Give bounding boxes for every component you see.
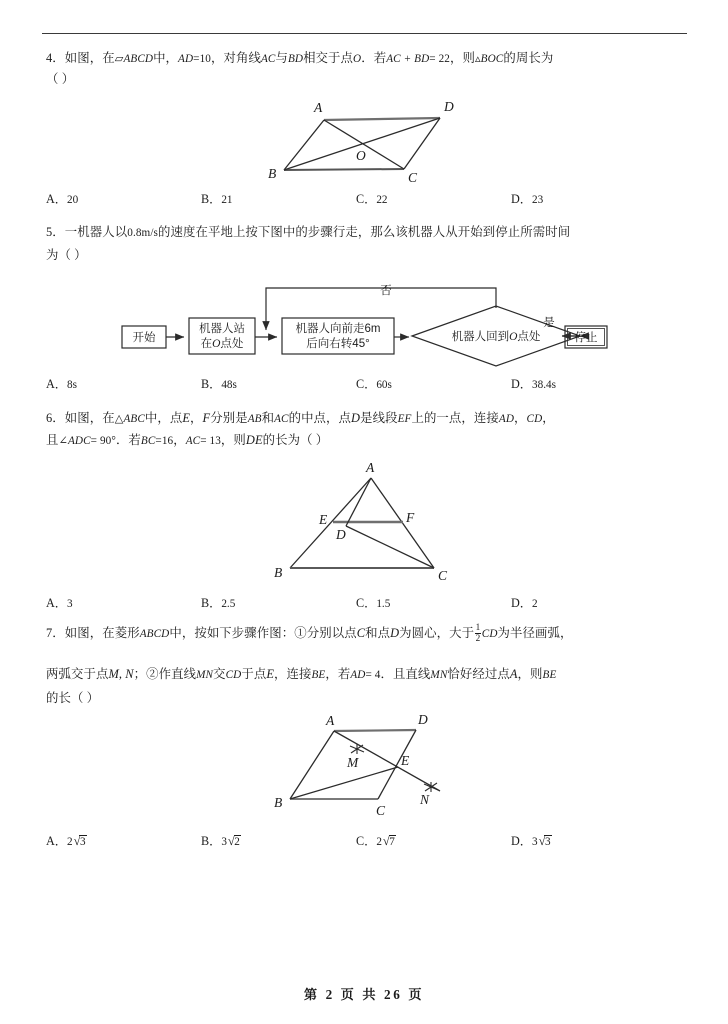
- label-B: B: [274, 565, 283, 580]
- q4-ac: AC: [260, 53, 276, 65]
- q4-text-d: 与: [275, 51, 288, 65]
- question-6-line-1: [46, 408, 555, 430]
- flow-label-yes: 是: [543, 317, 555, 329]
- q6-de: DE: [245, 433, 263, 447]
- radical-c: √7: [382, 834, 395, 848]
- q7b-text-c: 交: [213, 667, 226, 681]
- q6-d: D: [351, 411, 361, 425]
- radical-d: √3: [538, 834, 551, 848]
- flow-label-stand-2: 在O点处: [200, 338, 244, 350]
- q6-text-i: ，: [514, 411, 527, 425]
- label-M: M: [347, 755, 359, 770]
- question-5-line-2: 为（ ）: [46, 248, 87, 262]
- question-7-line-1: [46, 623, 572, 645]
- label-B: B: [268, 166, 277, 181]
- label-E: E: [401, 753, 410, 768]
- q6-text-g: 是线段: [360, 411, 398, 425]
- label-O: O: [356, 148, 366, 163]
- q6-option-b[interactable]: B．2.5: [201, 596, 236, 610]
- figure-q7-rhombus: [268, 705, 473, 817]
- question-7-line-2: [46, 664, 556, 686]
- q5-text-a: 5．一机器人以: [46, 225, 128, 239]
- label-B: B: [274, 795, 283, 810]
- q5-option-c[interactable]: C．60s: [356, 377, 392, 391]
- q6-text-b: 中，点: [144, 411, 183, 425]
- q7-mn: MN: [196, 669, 214, 681]
- q7-ad: AD: [350, 669, 366, 681]
- q4-text-e: 相交于点: [303, 51, 354, 65]
- label-D: D: [336, 527, 346, 542]
- flow-label-no: 否: [380, 285, 392, 297]
- q6-text-c: ，: [190, 411, 203, 425]
- label-E: E: [319, 512, 328, 527]
- q7-c: C: [356, 626, 366, 640]
- q7-be2: BE: [542, 669, 557, 681]
- q4-ad: AD: [178, 53, 194, 65]
- question-6-line-2: [46, 430, 328, 452]
- q7-option-d[interactable]: D．3√3: [511, 834, 551, 848]
- q6-bc: BC: [140, 435, 156, 447]
- q7b-text-g: ．且直线: [380, 667, 431, 681]
- q4-option-d[interactable]: D．23: [511, 192, 544, 206]
- q7-text-e: 为半径画弧，: [497, 626, 573, 640]
- q5-option-d[interactable]: D．38.4s: [511, 377, 556, 391]
- q5-option-a[interactable]: A．8s: [46, 377, 77, 391]
- q4-sum-val: = 22: [429, 53, 450, 65]
- q4-boc: ▵BOC: [474, 53, 504, 65]
- q7-option-c[interactable]: C．2√7: [356, 834, 395, 848]
- q7b-text-a: 两弧交于点: [46, 667, 109, 681]
- q7-text-a: 7．如图，在菱形: [46, 626, 140, 640]
- q4-text-a: 4．如图，在: [46, 51, 115, 65]
- q7-text-c: 和点: [365, 626, 391, 640]
- q4-text-h: 的周长为: [503, 51, 554, 65]
- q6-ef: EF: [397, 413, 412, 425]
- q4-text-c: ，对角线: [210, 51, 261, 65]
- q6-option-a[interactable]: A．3: [46, 596, 73, 610]
- label-N: N: [420, 792, 430, 807]
- q6-f: F: [202, 411, 211, 425]
- q7-be: BE: [311, 669, 326, 681]
- q6-text-h: 上的一点，连接: [411, 411, 499, 425]
- q6-ac-val: = 13: [200, 435, 221, 447]
- figure-q6-triangle: [268, 458, 473, 586]
- q6-abc: △ABC: [114, 413, 145, 425]
- q7-cd: CD: [481, 628, 498, 640]
- q7b-text-d: 于点: [241, 667, 267, 681]
- q4-text-g: ，则: [449, 51, 475, 65]
- question-5-line-1: [46, 222, 570, 244]
- q4-option-c[interactable]: C．22: [356, 192, 388, 206]
- radical-b: √2: [227, 834, 240, 848]
- q6-text-f: 的中点，点: [288, 411, 352, 425]
- q4-ad-val: =10: [193, 53, 211, 65]
- q6-ac: AC: [274, 413, 289, 425]
- q7b-text-b: ；②作直线: [133, 667, 197, 681]
- question-4-line-1: [46, 48, 553, 70]
- q6b-text-a: 且: [46, 433, 59, 447]
- q5-option-b[interactable]: B．48s: [201, 377, 237, 391]
- q6b-text-e: 的长为（ ）: [262, 433, 329, 447]
- q6-text-e: 和: [261, 411, 275, 425]
- q6b-text-d: ，则: [220, 433, 246, 447]
- label-D: D: [418, 712, 428, 727]
- q7b-text-e: ，连接: [273, 667, 312, 681]
- header-rule: [42, 33, 687, 34]
- q4-text-f: ．若: [361, 51, 387, 65]
- q6-adseg: AD: [498, 413, 515, 425]
- flow-label-stand-1: 机器人站: [199, 323, 245, 335]
- q5-text-b: 的速度在平地上按下图中的步骤行走，那么该机器人从开始到停止所需时间: [158, 225, 571, 239]
- q7-mn2: MN: [430, 669, 448, 681]
- label-A: A: [314, 100, 323, 115]
- q6-cd: CD: [526, 413, 543, 425]
- question-7-line-3: 的长（ ）: [46, 691, 100, 705]
- q4-option-b[interactable]: B．21: [201, 192, 233, 206]
- question-4-line-2: （ ）: [46, 72, 75, 86]
- q7-abcd: ABCD: [139, 628, 170, 640]
- q6-ac2: AC: [185, 435, 201, 447]
- flow-label-start: 开始: [132, 332, 156, 344]
- q6-angle-val: = 90°: [90, 435, 116, 447]
- q4-abcd: ▱ABCD: [114, 53, 154, 65]
- q7b-text-f: ，若: [325, 667, 351, 681]
- q6-bc-val: =16: [155, 435, 174, 447]
- q7-a: A: [509, 667, 518, 681]
- q6-e: E: [182, 411, 191, 425]
- q7-text-b: 中，按如下步骤作图：①分别以点: [169, 626, 357, 640]
- label-A: A: [366, 460, 375, 475]
- q6-ab: AB: [247, 413, 262, 425]
- q4-option-a[interactable]: A．20: [46, 192, 79, 206]
- figure-q5-flowchart: [110, 282, 615, 370]
- q7b-text-h: 恰好经过点: [447, 667, 510, 681]
- label-D: D: [444, 99, 454, 114]
- q7-text-d: 为圆心，大于: [399, 626, 475, 640]
- q7-mn-pts: M, N: [108, 667, 134, 681]
- q6b-text-c: ，: [173, 433, 186, 447]
- label-A: A: [326, 713, 335, 728]
- q6b-text-b: ．若: [115, 433, 141, 447]
- q6-text-j: ，: [542, 411, 555, 425]
- q4-text-b: 中，: [153, 51, 179, 65]
- q7-option-b[interactable]: B．3√2: [201, 834, 240, 848]
- q5-speed: 0.8m/s: [127, 227, 158, 239]
- q4-o: O: [353, 53, 362, 65]
- flow-label-stop: 停止: [574, 332, 598, 344]
- page-footer: 第 2 页 共 26 页: [303, 987, 425, 1002]
- q6-option-c[interactable]: C．1.5: [356, 596, 391, 610]
- flow-label-walk-1: 机器人向前走6m: [295, 323, 381, 335]
- q6-angle-adc: ∠ADC: [58, 435, 91, 447]
- figure-q4-parallelogram: [262, 98, 492, 186]
- q7-cd2: CD: [225, 669, 242, 681]
- q6-text-a: 6．如图，在: [46, 411, 115, 425]
- q7-e: E: [266, 667, 274, 681]
- flow-label-decision: 机器人回到O点处: [451, 331, 541, 343]
- radical-a: √3: [73, 834, 86, 848]
- q6-text-d: 分别是: [210, 411, 248, 425]
- q7-half-fraction: $\frac{1}{2}$: [475, 622, 481, 643]
- flow-label-walk-2: 后向右转45°: [306, 338, 370, 350]
- q6-option-d[interactable]: D．2: [511, 596, 538, 610]
- label-C: C: [376, 803, 386, 817]
- q7b-text-i: ，则: [517, 667, 543, 681]
- q4-sum: AC + BD: [386, 53, 430, 65]
- q7-d: D: [390, 626, 400, 640]
- label-F: F: [406, 510, 415, 525]
- q4-bd: BD: [287, 53, 304, 65]
- q7-option-a[interactable]: A．2√3: [46, 834, 86, 848]
- q7-ad-val: = 4: [365, 669, 381, 681]
- label-C: C: [408, 170, 418, 185]
- label-C: C: [438, 568, 448, 583]
